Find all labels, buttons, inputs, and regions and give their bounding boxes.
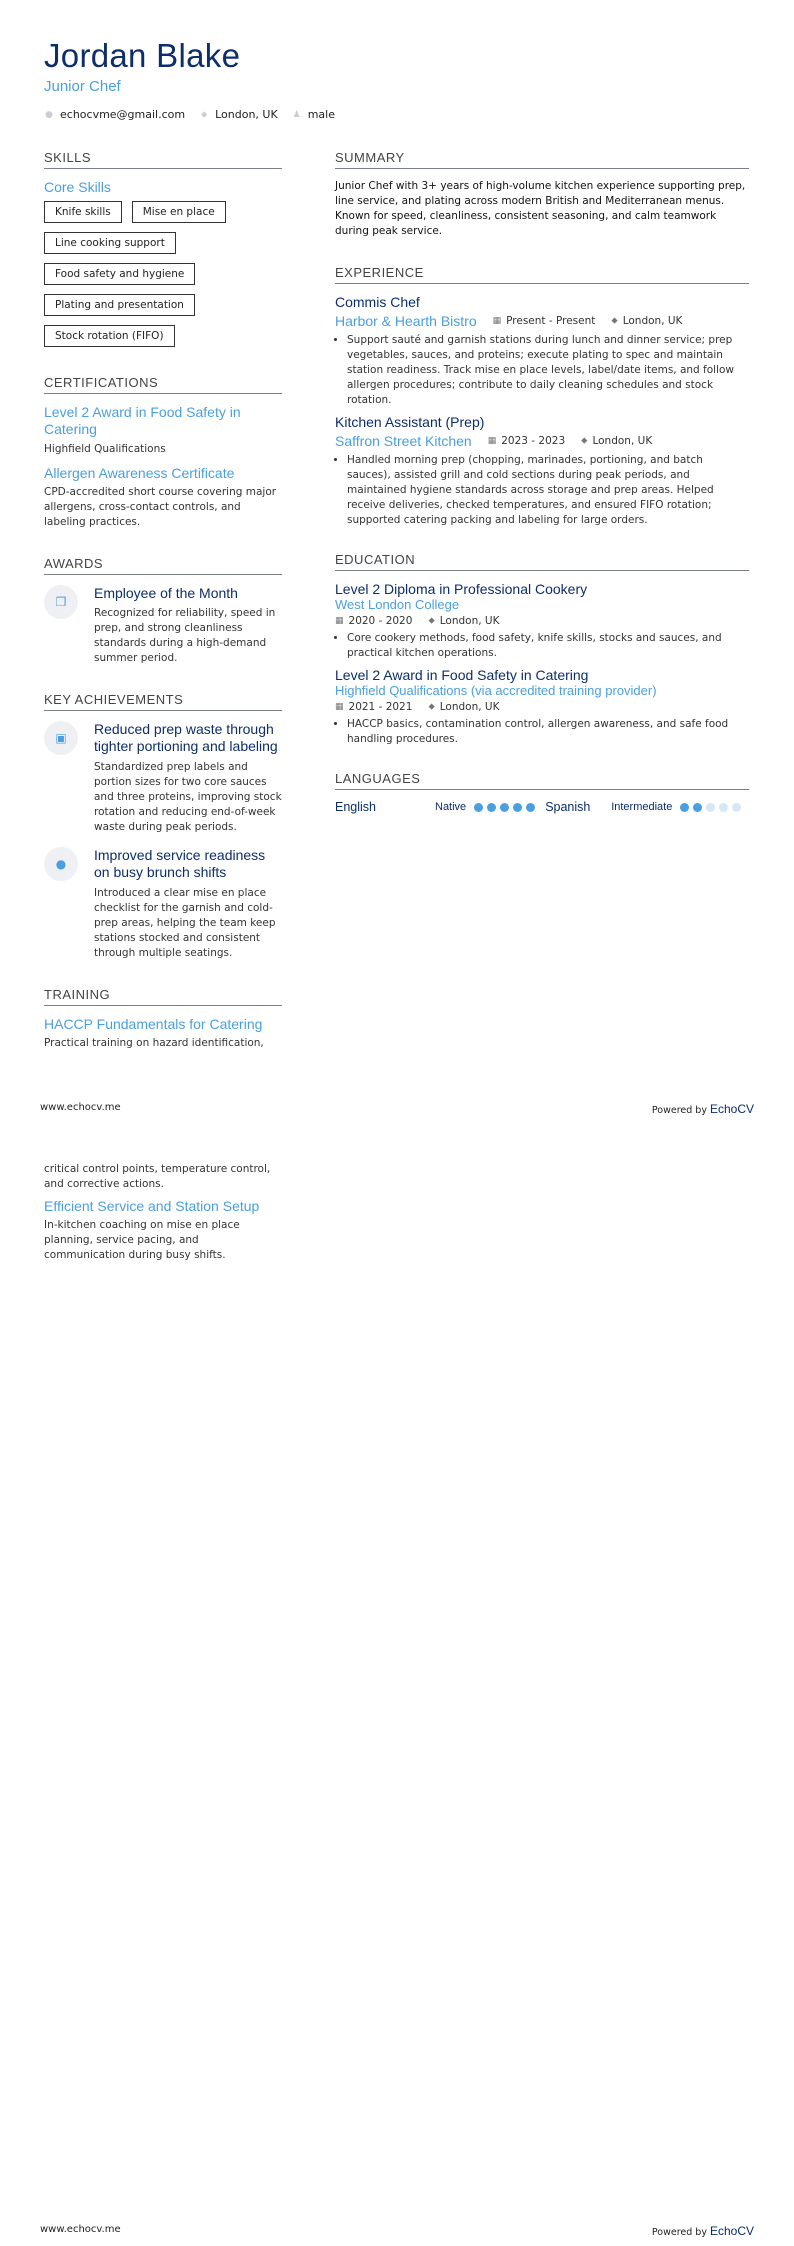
rating-dot-filled [487,803,496,812]
location-pin-icon: ⬥ [581,436,588,446]
powered-by: Powered by EchoCV [651,2224,754,2238]
experience-section [335,265,749,528]
candidate-role: Junior Chef [44,78,121,96]
rating-dot-filled [500,803,509,812]
job-location: London, UK [622,315,683,327]
left-column-page2 [44,1162,282,1263]
skills-group-title: Core Skills [44,179,111,195]
resume-header [44,38,240,95]
education-bullet: • HACCP basics, contamination control, allergen awareness, and safe food handling procedures. [347,717,749,747]
brand-logo: EchoCV [709,2224,754,2238]
language-level: Native [435,801,467,813]
training-name: HACCP Fundamentals for Catering [44,1016,263,1032]
award-item [44,585,282,666]
school-name: Highfield Qualifications (via accredited training provider) [335,683,657,698]
achievement-name: Reduced prep waste through tighter portioning and labeling [94,721,278,754]
rating-dot-filled [680,803,689,812]
certification-name: Allergen Awareness Certificate [44,465,235,481]
achievement-description: Standardized prep labels and portion sizes for two core sauces and three proteins, improving stock rotation and reducing end-of-week waste during peak periods. [94,761,282,833]
skill-tag: Mise en place [132,201,226,223]
job-company: Saffron Street Kitchen [335,433,472,449]
page-footer [40,2224,754,2238]
training-section [44,987,282,1051]
footer-site[interactable]: www.echocv.me [40,2224,121,2235]
award-name: Employee of the Month [94,585,238,601]
page-footer [40,1102,754,1116]
location-pin-icon: ⬥ [200,109,208,120]
language-rating [474,803,535,812]
experience-item [335,414,749,528]
rating-dot-filled [513,803,522,812]
job-position: Commis Chef [335,294,420,310]
language-level: Intermediate [611,801,673,813]
degree-name: Level 2 Award in Food Safety in Catering [335,667,589,683]
calendar-icon: ▦ [487,436,497,446]
education-location: London, UK [439,615,500,627]
skill-tag: Plating and presentation [44,294,195,316]
job-position: Kitchen Assistant (Prep) [335,414,485,430]
left-column [44,150,282,1051]
section-title-certifications: CERTIFICATIONS [44,375,282,394]
section-title-languages: LANGUAGES [335,771,749,790]
job-location: London, UK [592,435,653,447]
skill-tag: Knife skills [44,201,122,223]
calendar-icon: ▦ [492,316,502,326]
calendar-icon: ▦ [335,702,344,712]
certification-name: Level 2 Award in Food Safety in Catering [44,404,241,437]
skill-tags [44,201,244,347]
rating-dot-empty [732,803,741,812]
contact-gender: ♟ male [292,108,335,121]
language-name: Spanish [545,800,591,814]
rating-dot-filled [474,803,483,812]
languages-section [335,771,749,814]
section-title-training: TRAINING [44,987,282,1006]
summary-text: Junior Chef with 3+ years of high-volume kitchen experience supporting prep, line service, and plating across modern British and Mediterranean menus. Known for speed, cleanliness, consistent seasoning, and calm teamwork during peak service. [335,180,746,237]
person-icon: ♟ [292,109,301,120]
training-description: Practical training on hazard identification, [44,1037,264,1049]
certification-detail: CPD-accredited short course covering major allergens, cross-contact controls, and labeling practices. [44,486,277,528]
training-description: critical control points, temperature control, and corrective actions. [44,1163,271,1190]
email-icon: ● [45,109,53,120]
contact-bar [44,108,335,121]
achievement-item [44,721,282,835]
contact-email[interactable]: ● echocvme@gmail.com [45,108,186,121]
education-item [335,581,749,661]
location-pin-icon: ⬥ [611,316,618,326]
contact-location: ⬥ London, UK [200,108,278,121]
rating-dot-empty [719,803,728,812]
education-bullet: • Core cookery methods, food safety, knife skills, stocks and sauces, and practical kitchen operations. [347,631,749,661]
location-pin-icon: ⬥ [428,616,435,626]
skill-tag: Food safety and hygiene [44,263,195,285]
powered-by: Powered by EchoCV [651,1102,754,1116]
footer-site[interactable]: www.echocv.me [40,1102,121,1113]
education-location: London, UK [439,701,500,713]
achievement-name: Improved service readiness on busy brunch shifts [94,847,266,880]
rating-dot-filled [693,803,702,812]
rating-dot-empty [706,803,715,812]
education-item [335,667,749,747]
section-title-achievements: KEY ACHIEVEMENTS [44,692,282,711]
experience-item [335,294,749,408]
training-description: In-kitchen coaching on mise en place planning, service pacing, and communication during busy shifts. [44,1219,240,1261]
section-title-summary: SUMMARY [335,150,749,169]
language-rating [680,803,741,812]
awards-section [44,556,282,666]
summary-section [335,150,749,239]
certification-detail: Highfield Qualifications [44,443,166,455]
location-pin-icon: ⬥ [428,702,435,712]
right-column [335,150,749,814]
section-title-awards: AWARDS [44,556,282,575]
achievements-section [44,692,282,961]
skill-tag: Line cooking support [44,232,176,254]
certifications-section [44,375,282,530]
badge-icon: ▣ [44,721,78,755]
skills-section [44,150,282,347]
training-name: Efficient Service and Station Setup [44,1198,260,1214]
education-dates: 2021 - 2021 [348,701,413,713]
chat-bubble-icon: ● [44,847,78,881]
education-dates: 2020 - 2020 [348,615,413,627]
section-title-experience: EXPERIENCE [335,265,749,284]
candidate-name: Jordan Blake [44,37,241,74]
achievement-description: Introduced a clear mise en place checklist for the garnish and cold-prep areas, helping the team keep stations stocked and consistent through multiple seatings. [94,887,276,959]
degree-name: Level 2 Diploma in Professional Cookery [335,581,588,597]
job-bullet: • Handled morning prep (chopping, marinades, portioning, and batch sauces), assisted grill and cold sections during peak periods, and maintained hygiene standards across storage and prep areas. Helped receive deliveries, checked temperatures, and ensured FIFO rotation; supported catering packing and labeling for large orders. [347,453,749,528]
skill-tag: Stock rotation (FIFO) [44,325,175,347]
calendar-icon: ▦ [335,616,344,626]
education-section [335,552,749,747]
award-description: Recognized for reliability, speed in prep, and strong cleanliness standards during a high-demand summer period. [94,607,276,664]
language-name: English [335,800,376,814]
job-dates: Present - Present [506,315,596,327]
brand-logo: EchoCV [709,1102,754,1116]
trophy-icon: ❐ [44,585,78,619]
job-bullet: • Support sauté and garnish stations during lunch and dinner service; prep vegetables, sauces, and proteins; execute plating to spec and maintain station readiness. Track mise en place levels, label/date items, and follow allergen procedures; contribute to daily cleaning schedules and stock rotation. [347,333,749,408]
section-title-skills: SKILLS [44,150,282,169]
job-company: Harbor & Hearth Bistro [335,313,477,329]
school-name: West London College [335,597,460,612]
rating-dot-filled [526,803,535,812]
achievement-item [44,847,282,961]
job-dates: 2023 - 2023 [501,435,566,447]
section-title-education: EDUCATION [335,552,749,571]
